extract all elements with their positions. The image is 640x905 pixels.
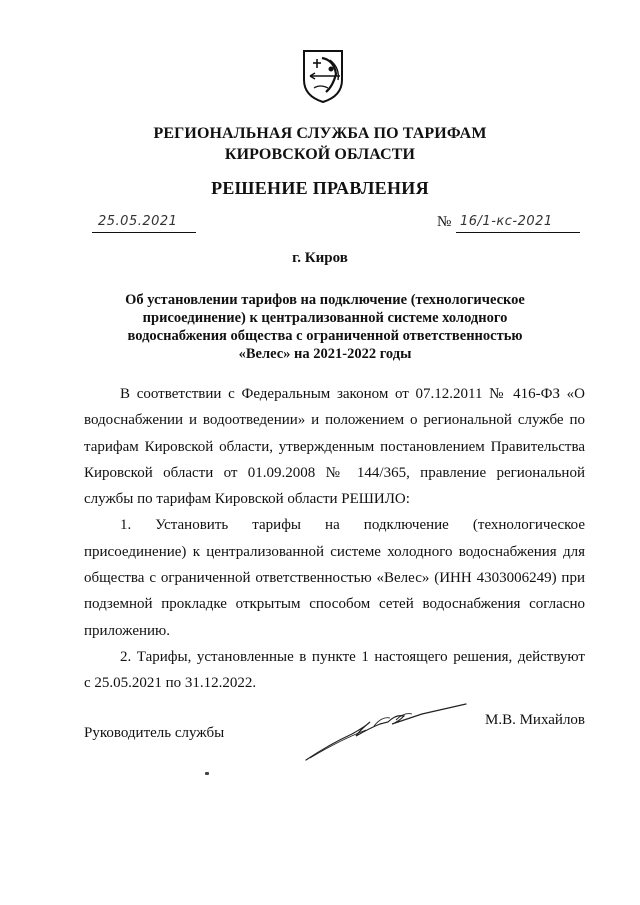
body-line: подземной прокладке открытым способом сетей водоснабжения согласно <box>84 596 585 613</box>
subject-line: присоединение) к централизованной системе холодного <box>142 310 508 326</box>
document-title: РЕШЕНИЕ ПРАВЛЕНИЯ <box>211 178 429 198</box>
body-line: общества с ограниченной ответственностью «Велес» (ИНН 4303006249) при <box>84 570 585 587</box>
body-line: 2. Тарифы, установленные в пункте 1 настоящего решения, действуют <box>120 648 585 665</box>
body-line: 1. Установить тарифы на подключение (технологическое <box>120 517 585 534</box>
body-line: водоснабжении и водоотведении» и положением о региональной службе по <box>84 412 585 429</box>
org-name-line1: РЕГИОНАЛЬНАЯ СЛУЖБА ПО ТАРИФАМ <box>153 125 487 142</box>
city: г. Киров <box>292 250 348 266</box>
signatory-name: М.В. Михайлов <box>485 712 586 728</box>
body-line: службы по тарифам Кировской области РЕШИЛО: <box>84 491 410 508</box>
subject-line: «Велес» на 2021-2022 годы <box>238 346 412 362</box>
decision-number: 16/1-кс-2021 <box>456 214 580 233</box>
scan-speck <box>205 772 209 775</box>
handwritten-signature <box>300 700 470 770</box>
org-name-line2: КИРОВСКОЙ ОБЛАСТИ <box>224 146 416 163</box>
subject-line: Об установлении тарифов на подключение (технологическое <box>125 292 525 308</box>
body-line: В соответствии с Федеральным законом от 07.12.2011 № 416-ФЗ «О <box>120 386 585 402</box>
body-line: присоединение) к централизованной системе холодного водоснабжения для <box>84 543 585 560</box>
decision-date: 25.05.2021 <box>92 214 196 233</box>
body-line: приложению. <box>84 622 171 639</box>
decision-body <box>84 381 585 697</box>
kirov-coat-of-arms-icon <box>300 48 346 104</box>
body-line: тарифам Кировской области, утвержденным постановлением Правительства <box>84 438 585 455</box>
body-line: Кировской области от 01.09.2008 № 144/365, правление региональной <box>84 464 585 481</box>
subject-line: водоснабжения общества с ограниченной ответственностью <box>127 328 523 344</box>
decision-subject <box>100 291 550 363</box>
signatory-role: Руководитель службы <box>84 725 225 741</box>
body-line: с 25.05.2021 по 31.12.2022. <box>84 675 257 692</box>
number-label: № <box>437 214 452 230</box>
